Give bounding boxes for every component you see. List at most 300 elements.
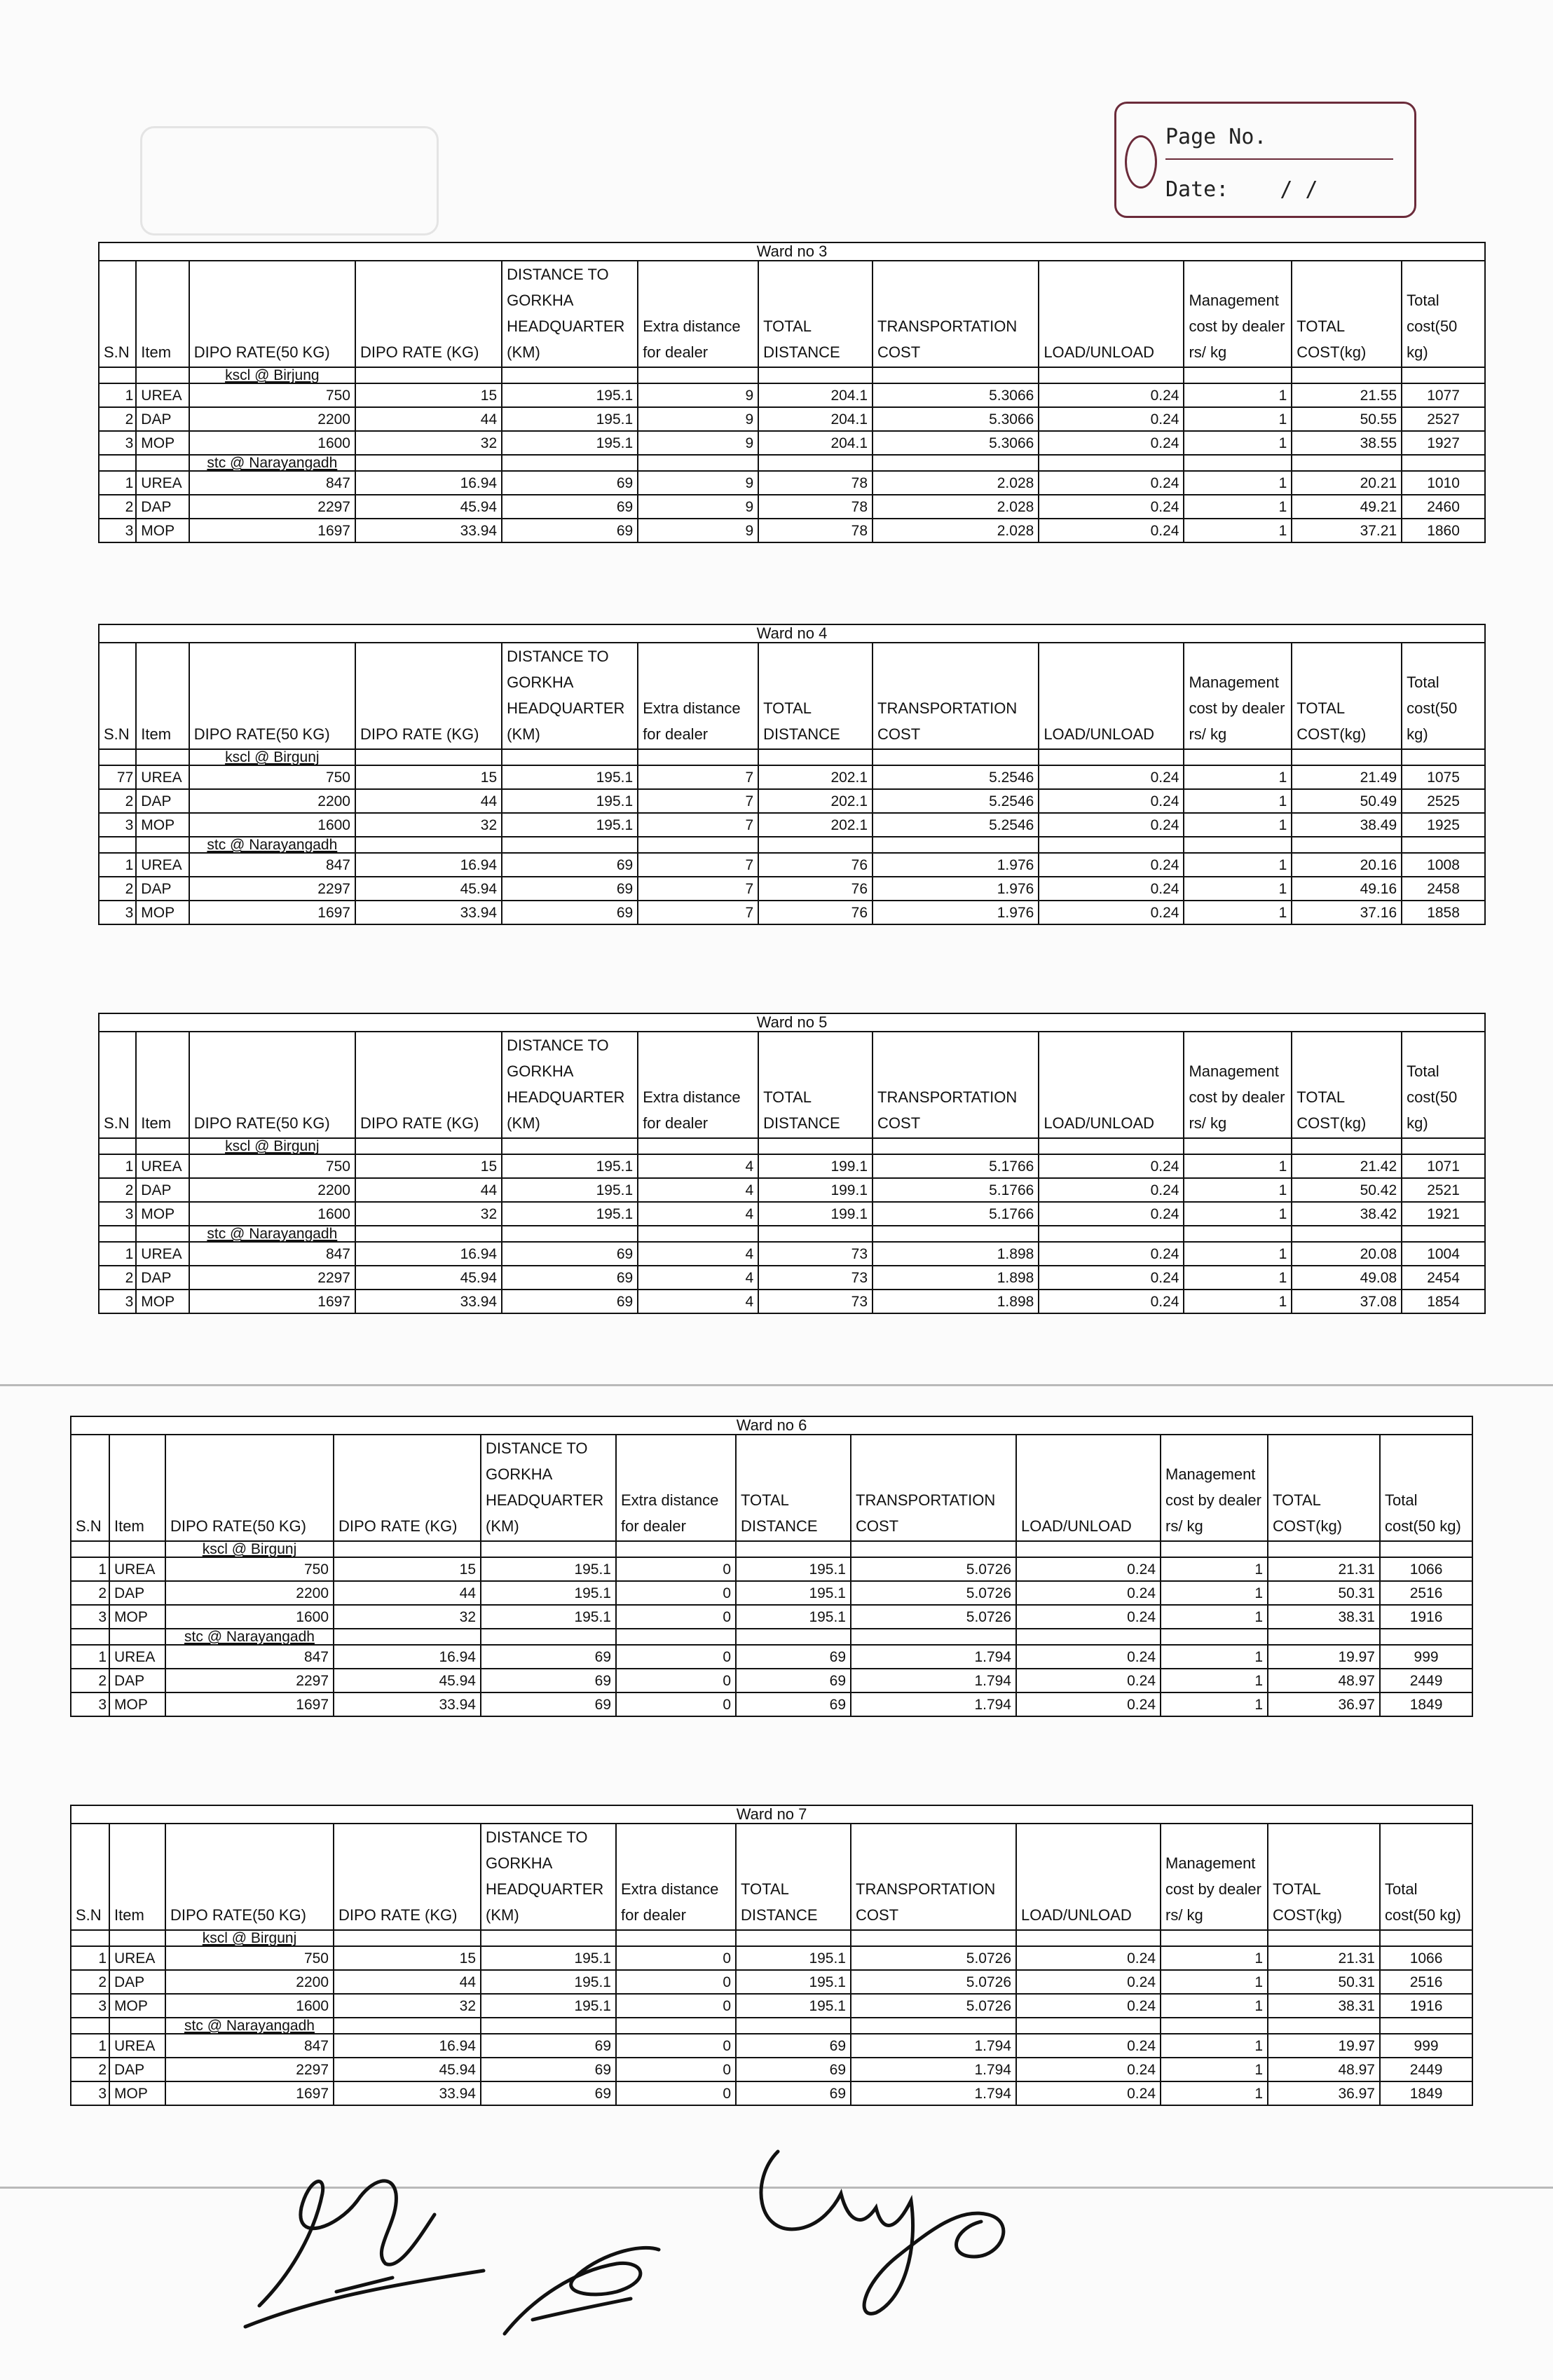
cell-total50: 1004	[1402, 1242, 1485, 1266]
column-header-extra: Extra distance for dealer	[616, 1824, 736, 1930]
supplier-group-row	[99, 367, 1485, 383]
column-header-total50: Total cost(50 kg)	[1380, 1435, 1472, 1541]
date-label: Date:	[1165, 177, 1229, 202]
ward-table	[98, 242, 1486, 543]
cell-load: 0.24	[1039, 1154, 1184, 1178]
cell-extra: 9	[638, 431, 758, 455]
cell-dipokg: 44	[355, 407, 502, 431]
cell-item: MOP	[136, 813, 189, 837]
supplier-group-row	[71, 1629, 1472, 1645]
cell-mgmt: 1	[1161, 1557, 1268, 1581]
cell-dipo50: 847	[189, 1242, 355, 1266]
empty-cell	[99, 367, 136, 383]
cell-total50: 1008	[1402, 853, 1485, 877]
column-header-total50: Total cost(50 kg)	[1380, 1824, 1472, 1930]
cell-extra: 0	[616, 2034, 736, 2058]
column-header-extra: Extra distance for dealer	[638, 1032, 758, 1138]
empty-cell	[1016, 1629, 1161, 1645]
cell-total50: 1071	[1402, 1154, 1485, 1178]
cell-extra: 9	[638, 407, 758, 431]
cell-item: DAP	[136, 1266, 189, 1290]
cell-load: 0.24	[1039, 1242, 1184, 1266]
column-header-distance: DISTANCE TO GORKHA HEADQUARTER (KM)	[502, 261, 638, 367]
empty-cell	[355, 367, 502, 383]
paper-fold	[0, 1384, 1553, 1386]
cell-sn: 1	[99, 471, 136, 495]
empty-cell	[1184, 1226, 1292, 1242]
cell-load: 0.24	[1016, 1692, 1161, 1716]
cell-sn: 2	[99, 495, 136, 519]
empty-cell	[136, 1226, 189, 1242]
cell-load: 0.24	[1016, 2058, 1161, 2081]
faded-stamp	[140, 126, 439, 235]
cell-extra: 0	[616, 1669, 736, 1692]
empty-cell	[502, 1138, 638, 1154]
cell-dipo50: 1697	[189, 901, 355, 924]
cell-item: UREA	[109, 1645, 165, 1669]
cell-load: 0.24	[1039, 1178, 1184, 1202]
cell-mgmt: 1	[1184, 1290, 1292, 1313]
column-header-dipokg: DIPO RATE (KG)	[355, 643, 502, 749]
cell-dipo50: 2200	[189, 789, 355, 813]
empty-cell	[109, 1541, 165, 1557]
cell-item: DAP	[109, 1970, 165, 1994]
empty-cell	[616, 1629, 736, 1645]
cell-mgmt: 1	[1161, 2058, 1268, 2081]
cell-load: 0.24	[1039, 901, 1184, 924]
cell-totalcost: 50.42	[1292, 1178, 1402, 1202]
empty-cell	[481, 2018, 616, 2034]
cell-mgmt: 1	[1161, 1605, 1268, 1629]
cell-item: UREA	[136, 853, 189, 877]
empty-cell	[1016, 2018, 1161, 2034]
cell-load: 0.24	[1039, 431, 1184, 455]
column-header-mgmt: Management cost by dealer rs/ kg	[1184, 1032, 1292, 1138]
column-header-sn: S.N	[99, 643, 136, 749]
cell-dipokg: 45.94	[334, 2058, 481, 2081]
supplier-label: kscl @ Birjung	[189, 367, 355, 383]
cell-item: UREA	[136, 765, 189, 789]
empty-cell	[758, 455, 873, 471]
cell-load: 0.24	[1016, 2034, 1161, 2058]
column-header-distance: DISTANCE TO GORKHA HEADQUARTER (KM)	[481, 1435, 616, 1541]
cell-transport: 1.794	[851, 2058, 1016, 2081]
cell-mgmt: 1	[1161, 1970, 1268, 1994]
cell-dipokg: 44	[334, 1970, 481, 1994]
column-header-mgmt: Management cost by dealer rs/ kg	[1184, 643, 1292, 749]
table-row	[99, 901, 1485, 924]
cell-transport: 5.2546	[873, 813, 1039, 837]
cell-totalcost: 38.49	[1292, 813, 1402, 837]
cell-transport: 1.898	[873, 1290, 1039, 1313]
cell-totalcost: 37.16	[1292, 901, 1402, 924]
cell-transport: 1.898	[873, 1266, 1039, 1290]
cell-total50: 1075	[1402, 765, 1485, 789]
cell-mgmt: 1	[1184, 1178, 1292, 1202]
empty-cell	[873, 455, 1039, 471]
column-header-totalcost: TOTAL COST(kg)	[1268, 1435, 1380, 1541]
cell-dipo50: 2297	[189, 877, 355, 901]
cell-totaldist: 69	[736, 1645, 851, 1669]
column-header-transport: TRANSPORTATION COST	[851, 1824, 1016, 1930]
cell-load: 0.24	[1016, 1557, 1161, 1581]
cell-extra: 0	[616, 1946, 736, 1970]
cell-transport: 2.028	[873, 519, 1039, 542]
cell-total50: 2516	[1380, 1581, 1472, 1605]
cell-sn: 3	[71, 1692, 109, 1716]
cell-distance: 69	[502, 1290, 638, 1313]
empty-cell	[109, 2018, 165, 2034]
cell-item: MOP	[136, 1290, 189, 1313]
cell-mgmt: 1	[1184, 383, 1292, 407]
cell-dipokg: 15	[334, 1557, 481, 1581]
empty-cell	[1184, 367, 1292, 383]
cell-extra: 7	[638, 813, 758, 837]
cell-sn: 3	[99, 1290, 136, 1313]
cell-load: 0.24	[1039, 1290, 1184, 1313]
cell-totalcost: 21.55	[1292, 383, 1402, 407]
column-header-dipokg: DIPO RATE (KG)	[355, 261, 502, 367]
column-header-load: LOAD/UNLOAD	[1039, 1032, 1184, 1138]
empty-cell	[1268, 1541, 1380, 1557]
cell-distance: 195.1	[481, 1581, 616, 1605]
cell-item: DAP	[136, 407, 189, 431]
table-row	[99, 1242, 1485, 1266]
cell-total50: 2521	[1402, 1178, 1485, 1202]
cell-transport: 2.028	[873, 495, 1039, 519]
column-header-load: LOAD/UNLOAD	[1039, 643, 1184, 749]
supplier-group-row	[99, 1226, 1485, 1242]
cell-mgmt: 1	[1184, 519, 1292, 542]
empty-cell	[1184, 749, 1292, 765]
cell-load: 0.24	[1039, 383, 1184, 407]
empty-cell	[99, 455, 136, 471]
cell-totalcost: 50.31	[1268, 1581, 1380, 1605]
cell-dipokg: 15	[334, 1946, 481, 1970]
page-no-label: Page No.	[1165, 125, 1267, 149]
empty-cell	[736, 1930, 851, 1946]
ward-table	[70, 1416, 1473, 1717]
cell-dipo50: 750	[189, 765, 355, 789]
table-row	[71, 1669, 1472, 1692]
table-row	[99, 1266, 1485, 1290]
cell-sn: 2	[99, 1266, 136, 1290]
cell-distance: 69	[481, 2034, 616, 2058]
empty-cell	[355, 837, 502, 853]
empty-cell	[71, 1629, 109, 1645]
cell-dipo50: 1600	[189, 813, 355, 837]
cell-totalcost: 37.21	[1292, 519, 1402, 542]
cell-totaldist: 195.1	[736, 1970, 851, 1994]
column-header-mgmt: Management cost by dealer rs/ kg	[1161, 1435, 1268, 1541]
column-header-distance: DISTANCE TO GORKHA HEADQUARTER (KM)	[481, 1824, 616, 1930]
column-header-sn: S.N	[99, 1032, 136, 1138]
empty-cell	[1039, 1138, 1184, 1154]
empty-cell	[758, 367, 873, 383]
cell-extra: 9	[638, 383, 758, 407]
cell-dipokg: 44	[355, 789, 502, 813]
cell-dipokg: 44	[355, 1178, 502, 1202]
supplier-label: kscl @ Birgunj	[189, 1138, 355, 1154]
cell-item: UREA	[136, 383, 189, 407]
cell-dipo50: 847	[189, 853, 355, 877]
cell-mgmt: 1	[1161, 1581, 1268, 1605]
cell-dipokg: 32	[355, 1202, 502, 1226]
cell-total50: 2449	[1380, 2058, 1472, 2081]
date-slashes: / /	[1280, 177, 1318, 202]
cell-item: MOP	[109, 1605, 165, 1629]
cell-transport: 1.976	[873, 877, 1039, 901]
cell-distance: 69	[502, 495, 638, 519]
cell-totalcost: 21.42	[1292, 1154, 1402, 1178]
cell-item: UREA	[109, 1557, 165, 1581]
cell-totalcost: 20.21	[1292, 471, 1402, 495]
cell-totalcost: 49.21	[1292, 495, 1402, 519]
column-header-dipo50: DIPO RATE(50 KG)	[189, 1032, 355, 1138]
empty-cell	[1292, 749, 1402, 765]
cell-dipo50: 2200	[189, 407, 355, 431]
column-header-sn: S.N	[99, 261, 136, 367]
table-row	[99, 495, 1485, 519]
cell-mgmt: 1	[1184, 495, 1292, 519]
cell-distance: 69	[481, 2081, 616, 2105]
cell-transport: 5.1766	[873, 1178, 1039, 1202]
empty-cell	[616, 2018, 736, 2034]
cell-totaldist: 195.1	[736, 1946, 851, 1970]
empty-cell	[136, 455, 189, 471]
cell-dipo50: 1600	[165, 1605, 334, 1629]
cell-totalcost: 38.55	[1292, 431, 1402, 455]
empty-cell	[502, 367, 638, 383]
cell-extra: 7	[638, 853, 758, 877]
empty-cell	[1380, 1629, 1472, 1645]
supplier-label: stc @ Narayangadh	[165, 1629, 334, 1645]
cell-totaldist: 195.1	[736, 1557, 851, 1581]
cell-sn: 1	[99, 1154, 136, 1178]
column-header-load: LOAD/UNLOAD	[1016, 1824, 1161, 1930]
cell-mgmt: 1	[1161, 1692, 1268, 1716]
column-header-totaldist: TOTAL DISTANCE	[736, 1824, 851, 1930]
cell-total50: 2454	[1402, 1266, 1485, 1290]
cell-item: DAP	[109, 2058, 165, 2081]
cell-totaldist: 69	[736, 1669, 851, 1692]
signature-2	[491, 2215, 673, 2355]
cell-distance: 195.1	[481, 1557, 616, 1581]
cell-totaldist: 78	[758, 495, 873, 519]
supplier-group-row	[99, 749, 1485, 765]
column-header-item: Item	[109, 1824, 165, 1930]
cell-totaldist: 76	[758, 853, 873, 877]
cell-distance: 195.1	[502, 765, 638, 789]
empty-cell	[616, 1930, 736, 1946]
cell-total50: 1066	[1380, 1557, 1472, 1581]
cell-extra: 4	[638, 1266, 758, 1290]
cell-sn: 2	[99, 877, 136, 901]
ward-title: Ward no 6	[71, 1416, 1472, 1435]
empty-cell	[1039, 749, 1184, 765]
table-row	[71, 1946, 1472, 1970]
cell-dipokg: 16.94	[334, 1645, 481, 1669]
empty-cell	[1402, 1226, 1485, 1242]
cell-load: 0.24	[1039, 877, 1184, 901]
cell-total50: 2525	[1402, 789, 1485, 813]
cell-transport: 5.0726	[851, 1581, 1016, 1605]
cell-dipokg: 45.94	[334, 1669, 481, 1692]
column-header-extra: Extra distance for dealer	[638, 261, 758, 367]
cell-sn: 1	[71, 1557, 109, 1581]
cell-distance: 69	[502, 853, 638, 877]
cell-transport: 2.028	[873, 471, 1039, 495]
empty-cell	[1380, 2018, 1472, 2034]
table-row	[71, 2058, 1472, 2081]
empty-cell	[758, 1138, 873, 1154]
cell-totaldist: 199.1	[758, 1154, 873, 1178]
cell-load: 0.24	[1016, 2081, 1161, 2105]
empty-cell	[1402, 367, 1485, 383]
cell-extra: 4	[638, 1154, 758, 1178]
cell-dipo50: 847	[189, 471, 355, 495]
cell-sn: 2	[99, 789, 136, 813]
cell-transport: 5.1766	[873, 1154, 1039, 1178]
cell-item: UREA	[109, 1946, 165, 1970]
cell-dipokg: 16.94	[355, 471, 502, 495]
cell-dipo50: 1697	[165, 1692, 334, 1716]
cell-dipokg: 33.94	[355, 901, 502, 924]
empty-cell	[136, 367, 189, 383]
cell-total50: 1860	[1402, 519, 1485, 542]
table-row	[71, 1581, 1472, 1605]
cell-totalcost: 38.42	[1292, 1202, 1402, 1226]
cell-sn: 77	[99, 765, 136, 789]
cell-dipokg: 33.94	[334, 1692, 481, 1716]
cell-dipo50: 2297	[165, 1669, 334, 1692]
table-row	[99, 519, 1485, 542]
cell-total50: 1927	[1402, 431, 1485, 455]
empty-cell	[481, 1629, 616, 1645]
cell-totalcost: 19.97	[1268, 2034, 1380, 2058]
column-header-dipokg: DIPO RATE (KG)	[355, 1032, 502, 1138]
empty-cell	[1184, 837, 1292, 853]
cell-totalcost: 36.97	[1268, 2081, 1380, 2105]
cell-sn: 3	[71, 1605, 109, 1629]
empty-cell	[638, 1138, 758, 1154]
cell-load: 0.24	[1016, 1581, 1161, 1605]
cell-total50: 1925	[1402, 813, 1485, 837]
cell-dipo50: 1600	[189, 431, 355, 455]
column-header-extra: Extra distance for dealer	[638, 643, 758, 749]
cell-totaldist: 202.1	[758, 789, 873, 813]
empty-cell	[1161, 2018, 1268, 2034]
cell-load: 0.24	[1039, 765, 1184, 789]
cell-totaldist: 195.1	[736, 1581, 851, 1605]
empty-cell	[136, 749, 189, 765]
empty-cell	[502, 1226, 638, 1242]
cell-dipokg: 33.94	[355, 519, 502, 542]
cell-total50: 1854	[1402, 1290, 1485, 1313]
cell-mgmt: 1	[1184, 407, 1292, 431]
empty-cell	[1039, 837, 1184, 853]
cell-total50: 1077	[1402, 383, 1485, 407]
cell-dipo50: 750	[165, 1557, 334, 1581]
cell-load: 0.24	[1039, 471, 1184, 495]
empty-cell	[873, 749, 1039, 765]
column-header-totaldist: TOTAL DISTANCE	[736, 1435, 851, 1541]
cell-sn: 3	[99, 1202, 136, 1226]
cell-transport: 5.0726	[851, 1970, 1016, 1994]
column-header-transport: TRANSPORTATION COST	[873, 643, 1039, 749]
column-header-dipokg: DIPO RATE (KG)	[334, 1824, 481, 1930]
cell-dipokg: 15	[355, 1154, 502, 1178]
empty-cell	[638, 749, 758, 765]
column-header-totalcost: TOTAL COST(kg)	[1292, 643, 1402, 749]
cell-totaldist: 76	[758, 877, 873, 901]
cell-sn: 1	[71, 2034, 109, 2058]
empty-cell	[1292, 1138, 1402, 1154]
cell-dipo50: 847	[165, 2034, 334, 2058]
cell-dipo50: 2200	[189, 1178, 355, 1202]
cell-totaldist: 78	[758, 471, 873, 495]
cell-mgmt: 1	[1161, 1994, 1268, 2018]
cell-totaldist: 199.1	[758, 1202, 873, 1226]
table-row	[71, 2081, 1472, 2105]
supplier-group-row	[99, 1138, 1485, 1154]
column-header-distance: DISTANCE TO GORKHA HEADQUARTER (KM)	[502, 643, 638, 749]
cell-totaldist: 69	[736, 2058, 851, 2081]
table-row	[71, 1970, 1472, 1994]
cell-mgmt: 1	[1161, 2034, 1268, 2058]
empty-cell	[873, 367, 1039, 383]
cell-distance: 195.1	[481, 1946, 616, 1970]
cell-extra: 4	[638, 1290, 758, 1313]
ward-table	[98, 1013, 1486, 1314]
empty-cell	[1268, 1930, 1380, 1946]
empty-cell	[1016, 1930, 1161, 1946]
cell-load: 0.24	[1039, 853, 1184, 877]
cell-sn: 2	[71, 1970, 109, 1994]
cell-totalcost: 20.16	[1292, 853, 1402, 877]
empty-cell	[1161, 1629, 1268, 1645]
empty-cell	[99, 749, 136, 765]
table-row	[99, 813, 1485, 837]
empty-cell	[736, 2018, 851, 2034]
cell-sn: 2	[71, 1669, 109, 1692]
cell-totaldist: 76	[758, 901, 873, 924]
empty-cell	[758, 749, 873, 765]
cell-item: UREA	[136, 1154, 189, 1178]
cell-sn: 1	[99, 1242, 136, 1266]
cell-distance: 195.1	[502, 1154, 638, 1178]
page-date-tag	[1114, 102, 1416, 218]
empty-cell	[1402, 837, 1485, 853]
ward-title: Ward no 7	[71, 1805, 1472, 1824]
cell-dipo50: 1600	[165, 1994, 334, 2018]
cell-dipo50: 750	[189, 1154, 355, 1178]
cell-total50: 1849	[1380, 1692, 1472, 1716]
column-header-transport: TRANSPORTATION COST	[873, 1032, 1039, 1138]
empty-cell	[1268, 2018, 1380, 2034]
cell-sn: 1	[99, 853, 136, 877]
cell-sn: 1	[99, 383, 136, 407]
cell-distance: 69	[502, 1242, 638, 1266]
cell-distance: 195.1	[502, 383, 638, 407]
cell-transport: 5.3066	[873, 407, 1039, 431]
empty-cell	[502, 455, 638, 471]
cell-mgmt: 1	[1161, 1669, 1268, 1692]
cell-totaldist: 73	[758, 1290, 873, 1313]
empty-cell	[1380, 1541, 1472, 1557]
column-header-dipokg: DIPO RATE (KG)	[334, 1435, 481, 1541]
cell-distance: 69	[502, 901, 638, 924]
